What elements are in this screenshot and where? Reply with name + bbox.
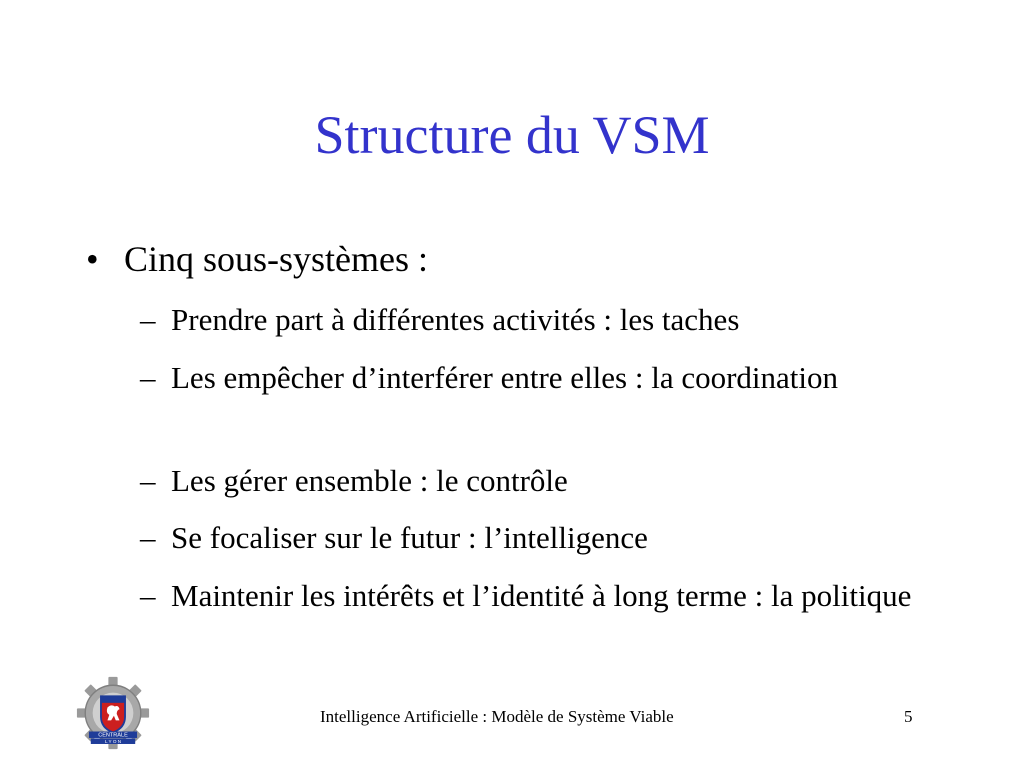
sub-item-controle	[140, 459, 960, 502]
sub-item-dash: –	[140, 520, 156, 555]
sub-item-text: Prendre part à différentes activités : les taches	[171, 302, 740, 337]
footer-text: Intelligence Artificielle : Modèle de Système Viable	[320, 707, 674, 726]
bullet-text: Cinq sous-systèmes :	[124, 239, 429, 279]
sub-item-dash: –	[140, 463, 156, 498]
logo-lettering-bottom: L Y O N	[104, 739, 122, 745]
sub-item-coordination	[140, 356, 840, 399]
sub-item-dash: –	[140, 302, 156, 337]
shield-icon	[101, 696, 125, 732]
sub-item-dash: –	[140, 578, 156, 613]
sub-item-text: Maintenir les intérêts et l’identité à long terme : la politique	[171, 578, 912, 613]
sub-item-taches	[140, 298, 960, 341]
ecole-centrale-lyon-logo	[76, 676, 150, 750]
sub-item-intelligence	[140, 516, 960, 559]
sub-item-dash: –	[140, 360, 156, 395]
bullet-item	[86, 234, 428, 284]
sub-item-politique	[140, 574, 960, 617]
sub-item-text: Les gérer ensemble : le contrôle	[171, 463, 568, 498]
bullet-marker: •	[86, 239, 99, 279]
logo-lettering-top: CENTRALE	[98, 732, 128, 739]
sub-item-text: Les empêcher d’interférer entre elles : la coordination	[171, 360, 839, 395]
slide-title: Structure du VSM	[314, 105, 710, 165]
page-number: 5	[904, 707, 913, 726]
sub-item-text: Se focaliser sur le futur : l’intelligence	[171, 520, 648, 555]
